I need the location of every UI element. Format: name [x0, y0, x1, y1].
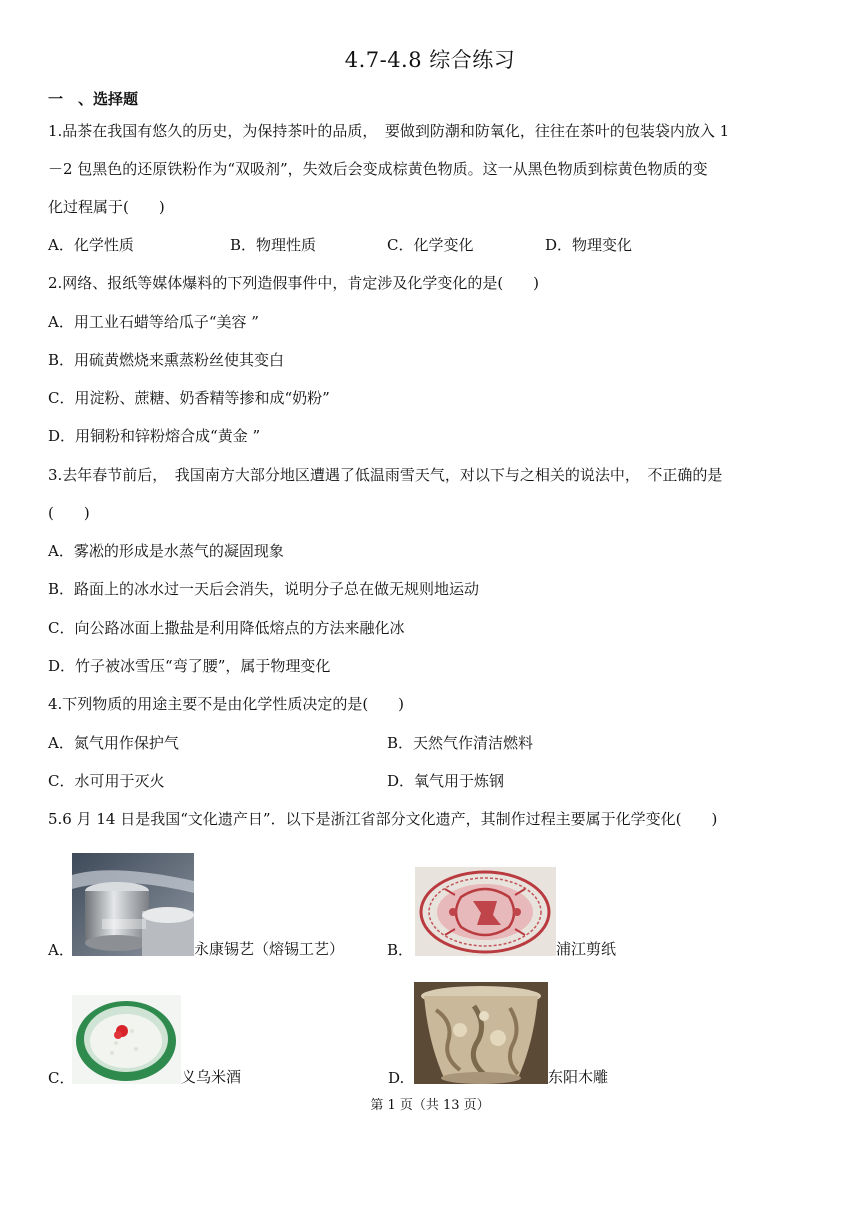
paper-cut-image [415, 867, 556, 956]
q1-stem-line3: 化过程属于( ) [48, 198, 165, 216]
tin-craft-image [72, 853, 194, 956]
page-title: 4.7-4.8 综合练习 [344, 48, 516, 72]
q5-option-a-letter: A． [48, 941, 74, 959]
q1-option-a: A．化学性质 [48, 236, 134, 254]
wood-carving-image [414, 982, 548, 1084]
q5-option-c-text: 义乌米酒 [181, 1068, 242, 1086]
q4-option-a: A．氮气用作保护气 [48, 734, 179, 752]
q5-stem: 5.6 月 14 日是我国“文化遗产日”．以下是浙江省部分文化遗产，其制作过程主要属于化学变化( ) [48, 810, 718, 828]
q3-stem-line2: ( ) [48, 504, 90, 522]
page-footer: 第 1 页（共 13 页） [370, 1098, 490, 1113]
rice-wine-image [72, 995, 181, 1084]
q2-option-d: D．用铜粉和锌粉熔合成“黄金 ” [48, 427, 261, 445]
q4-option-d: D．氧气用于炼钢 [387, 772, 505, 790]
q5-option-a-text: 永康锡艺（熔锡工艺） [194, 940, 345, 958]
q1-option-b: B．物理性质 [230, 236, 317, 254]
q3-option-c: C．向公路冰面上撒盐是利用降低熔点的方法来融化冰 [48, 619, 405, 637]
q4-option-c: C．水可用于灭火 [48, 772, 165, 790]
q3-stem-line1: 3.去年春节前后， 我国南方大部分地区遭遇了低温雨雪天气，对以下与之相关的说法中， 不正确的是 [48, 466, 723, 484]
q2-stem: 2.网络、报纸等媒体爆料的下列造假事件中，肯定涉及化学变化的是( ) [48, 274, 540, 292]
q5-option-b-letter: B． [387, 941, 414, 959]
q3-option-d: D．竹子被冰雪压“弯了腰”，属于物理变化 [48, 657, 331, 675]
q3-option-b: B．路面上的冰水过一天后会消失，说明分子总在做无规则地运动 [48, 580, 480, 598]
q1-stem-line2: －2 包黑色的还原铁粉作为“双吸剂”，失效后会变成棕黄色物质。这一从黑色物质到棕黄色物质的变 [48, 160, 708, 178]
q1-option-c: C．化学变化 [387, 236, 474, 254]
q2-option-a: A．用工业石蜡等给瓜子“美容 ” [48, 313, 259, 331]
q5-option-d-text: 东阳木雕 [548, 1068, 609, 1086]
q5-option-c-letter: C． [48, 1069, 75, 1087]
q2-option-c: C．用淀粉、蔗糖、奶香精等掺和成“奶粉” [48, 389, 330, 407]
q3-option-a: A．雾凇的形成是水蒸气的凝固现象 [48, 542, 284, 560]
section-heading: 一 、选择题 [48, 90, 139, 108]
q4-option-b: B．天然气作清洁燃料 [387, 734, 534, 752]
q5-option-b-text: 浦江剪纸 [556, 940, 617, 958]
q4-stem: 4.下列物质的用途主要不是由化学性质决定的是( ) [48, 695, 405, 713]
q1-stem-line1: 1.品茶在我国有悠久的历史，为保持茶叶的品质， 要做到防潮和防氧化，往往在茶叶的包装袋内放入 1 [48, 122, 730, 140]
q2-option-b: B．用硫黄燃烧来熏蒸粉丝使其变白 [48, 351, 285, 369]
q5-option-d-letter: D. [388, 1069, 405, 1087]
q1-option-d: D．物理变化 [545, 236, 633, 254]
